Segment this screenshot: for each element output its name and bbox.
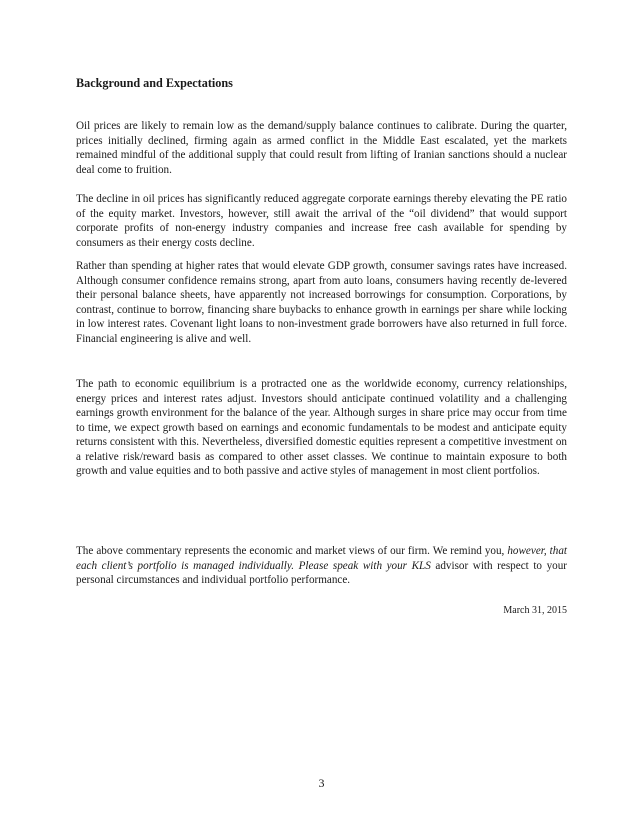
disclaimer-italic: however, that each client’s portfolio is managed individually. Please speak with your KLS [76, 545, 567, 572]
disclaimer-tail: advisor with respect to your personal circumstances and individual portfolio performance. [76, 559, 567, 586]
paragraph-disclaimer [76, 544, 567, 588]
disclaimer-lead: The above commentary represents the economic and market views of our firm. We remind you, [76, 545, 508, 557]
section-heading: Background and Expectations [76, 76, 233, 90]
document-date: March 31, 2015 [503, 605, 567, 616]
paragraph-oil-prices: Oil prices are likely to remain low as the demand/supply balance continues to calibrate. During the quarter, prices initially declined, firming again as armed conflict in the Middle East escalated, yet the markets remained mindful of the additional supply that could result from lifting of Iranian sanctions should a nuclear deal come to fruition. [76, 120, 567, 176]
paragraph-consumer-savings: Rather than spending at higher rates that would elevate GDP growth, consumer savings rates have increased. Although consumer confidence remains strong, apart from auto loans, consumers having recently de-levered their personal balance sheets, have apparently not increased borrowings for consumption. Corporations, by contrast, continue to borrow, financing share buybacks to enhance growth in earnings per share while locking in low interest rates. Covenant light loans to non-investment grade borrowers have also returned in full force. Financial engineering is alive and well. [76, 260, 567, 345]
paragraph-corporate-earnings: The decline in oil prices has significantly reduced aggregate corporate earnings thereby elevating the PE ratio of the equity market. Investors, however, still await the arrival of the “oil dividend” that would support corporate profits of non-energy industry companies and increase free cash available for spending by consumers as their energy costs decline. [76, 193, 567, 249]
document-page [76, 0, 567, 828]
paragraph-economic-equilibrium: The path to economic equilibrium is a protracted one as the worldwide economy, currency relationships, energy prices and interest rates adjust. Investors should anticipate continued volatility and a challenging earnings growth environment for the balance of the year. Although surges in share price may occur from time to time, we expect growth based on earnings and economic fundamentals to be modest and anticipate equity returns consistent with this. Nevertheless, diversified domestic equities represent a competitive investment on a relative risk/reward basis as compared to other asset classes. We continue to maintain exposure to both growth and value equities and to both passive and active styles of management in most client portfolios. [76, 378, 567, 477]
page-number: 3 [318, 776, 325, 790]
